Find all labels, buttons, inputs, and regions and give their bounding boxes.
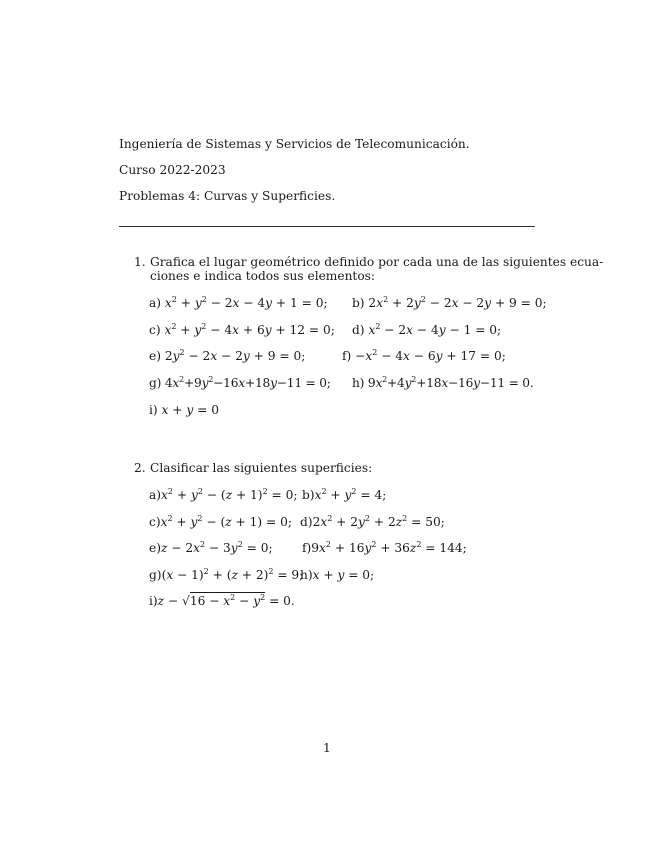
p2-equation-b: $b)x^2 + y^2 = 4$; [302,487,387,502]
p1-equation-g: g) $4x^2+9y^2-16x+18y-11 = 0$; [149,375,331,390]
p2-equation-g: $g)(x - 1)^2 + (z + 2)^2 = 9$; [149,567,304,582]
p2-equation-i: $i)z - √16 - x^2 - y^2 = 0$. [149,593,295,608]
p1-equation-h: h) $9x^2+4y^2+18x-16y-11 = 0$. [352,375,534,390]
p1-equation-f: $f) -x^2 - 4x - 6y + 17 = 0$; [342,348,506,363]
p2-equation-a: $a)x^2 + y^2 - (z + 1)^2 = 0$; [149,487,298,502]
problem-1-text-line-2: ciones e indica todos sus elementos: [150,269,376,283]
p1-equation-i: i) x + y = 0 [149,403,219,417]
p1-equation-c: c) $x^2 + y^2 - 4x + 6y + 12 = 0$; [149,322,335,337]
p2-equation-f: $f)9x^2 + 16y^2 + 36z^2 = 144$; [302,540,467,555]
p2-equation-d: $d)2x^2 + 2y^2 + 2z^2 = 50$; [300,514,445,529]
header-line-3: Problemas 4: Curvas y Superficies. [119,189,336,203]
p1-equation-d: d) $x^2 - 2x - 4y - 1 = 0$; [352,322,502,337]
p1-equation-b: b) $2x^2 + 2y^2 - 2x - 2y + 9 = 0$; [352,295,547,310]
header-line-2: Curso 2022-2023 [119,163,226,177]
p1-equation-e: e) $2y^2 - 2x - 2y + 9 = 0$; [149,348,306,363]
problem-2-text: Clasificar las siguientes superficies: [150,461,373,475]
problem-1-number: 1. [134,255,146,269]
horizontal-rule [119,226,535,227]
problem-2-number: 2. [134,461,146,475]
header-line-1: Ingeniería de Sistemas y Servicios de Telecomunicación. [119,137,470,151]
p2-equation-h: h)x + y = 0; [300,568,375,582]
p2-equation-e: $e)z - 2x^2 - 3y^2 = 0$; [149,540,273,555]
p2-equation-c: $c)x^2 + y^2 - (z + 1) = 0$; [149,514,292,529]
page-number: 1 [323,741,331,755]
problem-1-text-line-1: Grafica el lugar geométrico definido por cada una de las siguientes ecua- [150,255,604,269]
p1-equation-a: a) $x^2 + y^2 - 2x - 4y + 1 = 0$; [149,295,328,310]
